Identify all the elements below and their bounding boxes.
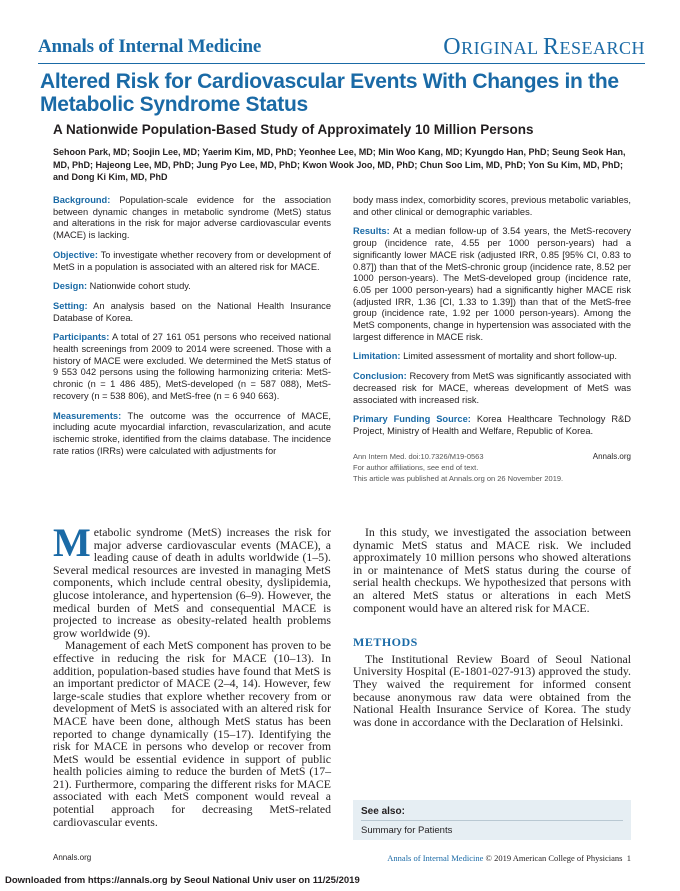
- body-left-column: [53, 520, 331, 829]
- limitation-label: Limitation:: [353, 351, 401, 362]
- abstract-objective: [53, 250, 331, 273]
- download-notice: Downloaded from https://annals.org by Seoul National Univ user on 11/25/2019: [5, 875, 360, 886]
- abstract-right-column: [353, 195, 631, 446]
- results-label: Results:: [353, 226, 390, 237]
- objective-label: Objective:: [53, 249, 98, 260]
- footer-site[interactable]: Annals.org: [53, 853, 92, 862]
- conclusion-label: Conclusion:: [353, 371, 407, 382]
- footer-copyright-text: © 2019 American College of Physicians: [483, 853, 623, 863]
- background-label: Background:: [53, 195, 111, 205]
- drop-cap: M: [53, 520, 91, 565]
- section-initial-2: R: [542, 34, 560, 60]
- participants-text: A total of 27 161 051 persons who received national health screenings from 2009 to 2014 were screened. Those with a history of MACE were excluded. We determined the MetS status of 9 553 042 persons using the following harmonizing criteria: MetS-chronic (n = 1 486 485), MetS-developed (n = 587 088), MetS-recovery (n = 538 806), and MetS-free (n = 6 940 663).: [53, 332, 331, 401]
- abstract-measurements-cont: body mass index, comorbidity scores, previous metabolic variables, and other clinical or demographic variables.: [353, 195, 631, 217]
- section-label: [443, 34, 645, 61]
- journal-name: Annals of Internal Medicine: [38, 36, 262, 57]
- page-number: 1: [626, 853, 631, 863]
- intro-paragraph-3: In this study, we investigated the association between dynamic MetS status and MACE risk. We included approximately 10 million persons who showed alterations in or maintenance of MetS status during the course of serial health checkups. We hypothesized that persons with an altered MetS status or alterations in each MetS component would have an altered risk for MACE.: [353, 525, 631, 615]
- abstract-design: [53, 281, 331, 293]
- author-list: Sehoon Park, MD; Soojin Lee, MD; Yaerim Kim, MD, PhD; Yeonhee Lee, MD; Min Woo Kang, MD; Kyungdo Han, PhD; Seung Seok Han, MD, PhD; Hajeong Lee, MD, PhD; Jung Pyo Lee, MD, PhD; Kwon Wook Joo, MD, PhD; Chun Soo Lim, MD, PhD; Yon Su Kim, MD, PhD; and Dong Ki Kim, MD, PhD: [53, 147, 626, 182]
- measurements-label: Measurements:: [53, 410, 122, 421]
- intro-paragraph-1-text: etabolic syndrome (MetS) increases the risk for major adverse cardiovascular events (MACE), a leading cause of death in adults worldwide (1–5). Several medical resources are invested in managing MetS components, which include central obesity, dyslipidemia, glucose intolerance, and hypertension (6–9). However, the medical burden of MetS and consequential MACE is projected to increase as obesity-related health problems grow worldwide (9).: [53, 525, 331, 640]
- design-label: Design:: [53, 281, 88, 292]
- citation-block: [353, 451, 631, 484]
- results-text: At a median follow-up of 3.54 years, the MetS-recovery group (incidence rate, 4.55 per 1000 person-years) had a significantly lower MACE risk (adjusted IRR, 0.85 [95% CI, 0.83 to 0.87]) than that of the MetS-chronic group (incidence rate, 8.52 per 1000 person-years). The MetS-developed group (incidence rate, 6.05 per 1000 person-years) had a significantly higher MACE risk (adjusted IRR, 1.36 [CI, 1.33 to 1.39]) than that of the MetS-free group (incidence rate, 1.92 per 1000 person-years). Among the MetS components, change in hypertension was associated with the largest difference in MACE risk.: [353, 226, 631, 342]
- abstract-left-column: [53, 195, 331, 465]
- conclusion-text: Recovery from MetS was significantly associated with decreased risk for MACE, whereas development of MetS was associated with increased risk.: [353, 371, 631, 405]
- summary-for-patients-link[interactable]: Summary for Patients: [361, 825, 453, 836]
- abstract-background: [53, 195, 331, 242]
- see-also-heading: See also:: [361, 806, 405, 817]
- abstract-results: [353, 226, 631, 343]
- background-text: Population-scale evidence for the association between dynamic changes in metabolic syndrome (MetS) status and alterations in the risk for major adverse cardiovascular events (MACE) is lacking.: [53, 195, 331, 241]
- participants-label: Participants:: [53, 332, 110, 343]
- abstract-conclusion: [353, 371, 631, 406]
- affiliations-note: For author affiliations, see end of text.: [353, 463, 479, 472]
- design-text: Nationwide cohort study.: [87, 281, 191, 292]
- abstract-measurements: [53, 411, 331, 458]
- annals-site-link[interactable]: Annals.org: [592, 452, 631, 461]
- footer-journal: Annals of Internal Medicine: [387, 853, 484, 863]
- see-also-divider: [361, 820, 623, 821]
- setting-text: An analysis based on the National Health Insurance Database of Korea.: [53, 300, 331, 323]
- abstract-limitation: [353, 351, 631, 363]
- objective-text: To investigate whether recovery from or development of MetS in a population is associated with an altered risk for MACE.: [53, 249, 331, 272]
- measurements-text: The outcome was the occurrence of MACE, including acute myocardial infarction, revascularization, and acute ischemic stroke, identified from the claims database. The incidence rate ratios (IRRs) were calculated with adjustments for: [53, 410, 331, 456]
- intro-paragraph-1: [53, 520, 331, 640]
- funding-label: Primary Funding Source:: [353, 414, 471, 425]
- methods-heading: METHODS: [353, 635, 418, 650]
- section-smallcaps-2: ESEARCH: [559, 38, 645, 58]
- section-smallcaps-1: RIGINAL: [461, 38, 543, 58]
- see-also-box: [353, 800, 631, 840]
- intro-paragraph-2: Management of each MetS component has proven to be effective in reducing the risk for MACE (10–13). In addition, population-based studies have found that MetS is an important predictor of MACE (2–4, 14). However, few large-scale studies that explore whether recovery from or development of MetS is associated with an altered risk for MACE have been done, although MetS status has been reported to change dynamically (15–17). Identifying the risk for MACE in persons who develop or recover from MetS would be essential evidence in support of public health policies aiming to reduce the burden of MetS (17–21). Furthermore, comparing the different risks for MACE associated with each MetS component would reveal a potential approach for decreasing MetS-related cardiovascular events.: [53, 638, 331, 829]
- setting-label: Setting:: [53, 300, 88, 311]
- footer-copyright: [387, 853, 631, 863]
- body-right-column: [353, 526, 631, 728]
- methods-paragraph-1: The Institutional Review Board of Seoul National University Hospital (E-1801-027-913) approved the study. They waived the requirement for informed consent because anonymous raw data were obtained from the National Health Insurance Service of Korea. The study was done in accordance with the Declaration of Helsinki.: [353, 651, 631, 729]
- section-initial-1: O: [443, 34, 462, 60]
- publication-note: This article was published at Annals.org on 26 November 2019.: [353, 474, 564, 483]
- limitation-text: Limited assessment of mortality and short follow-up.: [400, 351, 618, 362]
- article-subtitle: A Nationwide Population-Based Study of Approximately 10 Million Persons: [53, 122, 534, 137]
- abstract-funding: [353, 414, 631, 437]
- header-rule: [38, 63, 645, 64]
- funding-text: Korea Healthcare Technology R&D Project, Ministry of Health and Welfare, Republic of Korea.: [353, 414, 631, 436]
- abstract-participants: [53, 332, 331, 402]
- article-title: Altered Risk for Cardiovascular Events With Changes in the Metabolic Syndrome Status: [40, 70, 619, 116]
- doi-line[interactable]: Ann Intern Med. doi:10.7326/M19-0563: [353, 452, 484, 461]
- abstract-setting: [53, 301, 331, 324]
